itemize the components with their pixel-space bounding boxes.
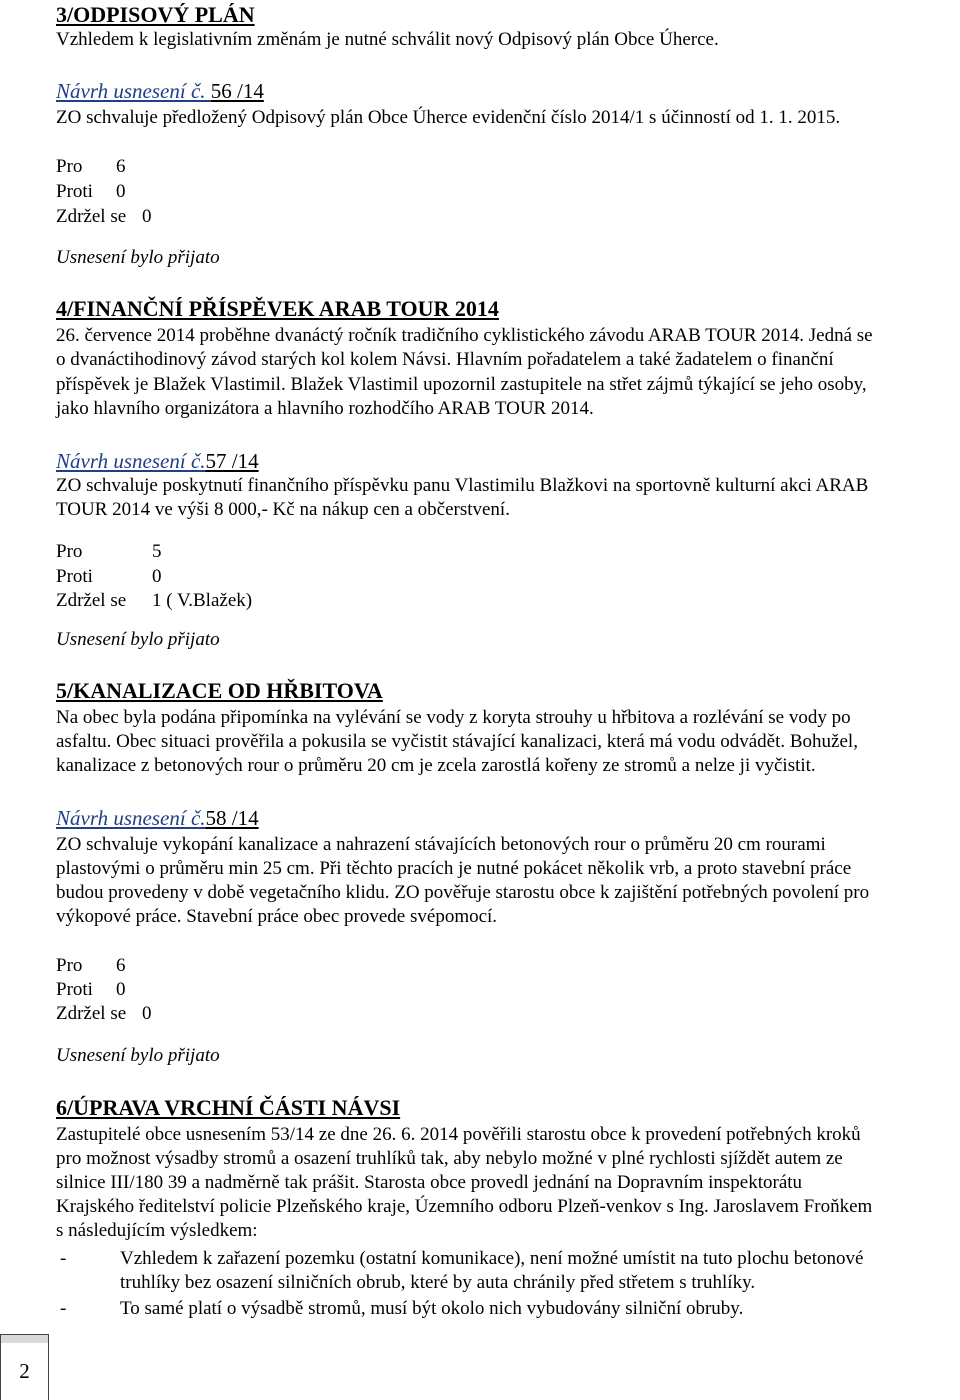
vote-value: 0 <box>142 206 152 227</box>
section-6-line: silnice III/180 39 a nadměrně tak prášit. Starosta obce provedl jednání na Dopravním inspektorátu <box>56 1172 803 1193</box>
section-3-result: Usnesení bylo přijato <box>56 247 220 268</box>
section-4-line: jako hlavního organizátora a hlavního rozhodčího ARAB TOUR 2014. <box>56 398 594 419</box>
navrh-label: Návrh usnesení č. <box>56 449 206 473</box>
navrh-label: Návrh usnesení č. <box>56 79 211 103</box>
vote-label: Proti <box>56 979 93 1000</box>
vote-proti <box>56 180 126 204</box>
section-3-heading: 3/ODPISOVÝ PLÁN <box>56 2 255 27</box>
vote-value: 0 <box>116 181 126 202</box>
navrh-number: 57 /14 <box>205 449 259 473</box>
section-5-resolution: výkopové práce. Stavební práce obec provede svépomocí. <box>56 906 498 927</box>
section-6-line: Krajského ředitelství policie Plzeňského kraje, Územního odboru Plzeň-venkov s Ing. Jaroslavem Froňkem <box>56 1196 873 1217</box>
section-5-resolution: ZO schvaluje vykopání kanalizace a nahrazení stávajících betonových rour o průměru 20 cm rourami <box>56 834 826 855</box>
section-5-line: asfaltu. Obec situaci prověřila a pokusila se vyčistit stávající kanalizaci, která má vodu odvádět. Bohužel, <box>56 731 858 752</box>
vote-label: Proti <box>56 566 93 587</box>
vote-label: Proti <box>56 181 93 202</box>
section-6-heading: 6/ÚPRAVA VRCHNÍ ČÁSTI NÁVSI <box>56 1095 401 1120</box>
section-6-line: s následujícím výsledkem: <box>56 1220 258 1241</box>
section-6-line: Zastupitelé obce usnesením 53/14 ze dne 26. 6. 2014 pověřili starostu obce k provedení potřebných kroků <box>56 1124 861 1145</box>
bullet-text: Vzhledem k zařazení pozemku (ostatní komunikace), není možné umístit na tuto plochu betonové <box>120 1248 864 1269</box>
section-6-line: pro možnost výsadby stromů a osazení truhlíků tak, aby nebylo možné v plné rychlosti sjíždět autem ze <box>56 1148 843 1169</box>
section-3-navrh <box>56 78 264 104</box>
vote-value: 5 <box>152 541 162 562</box>
bullet-dash: - <box>60 1298 67 1319</box>
vote-pro <box>56 540 162 564</box>
vote-label: Pro <box>56 541 83 562</box>
page-number-box <box>0 1334 49 1400</box>
section-4-line: o dvanáctihodinový závod starých kol kolem Návsi. Hlavním pořadatelem a také žadatelem o finanční <box>56 349 834 370</box>
section-3-resolution: ZO schvaluje předložený Odpisový plán Obce Úherce evidenční číslo 2014/1 s účinností od 1. 1. 2015. <box>56 107 841 128</box>
page-number-bar <box>1 1335 48 1343</box>
section-4-navrh <box>56 448 259 474</box>
vote-label: Zdržel se <box>56 590 127 611</box>
bullet-dash: - <box>60 1248 67 1269</box>
section-4-line: příspěvek je Blažek Vlastimil. Blažek Vlastimil upozornil zastupitele na střet zájmů týkající se jeho osoby, <box>56 374 867 395</box>
vote-pro <box>56 954 126 978</box>
vote-label: Zdržel se <box>56 1003 127 1024</box>
section-5-line: kanalizace z betonových rour o průměru 20 cm je zcela zarostlá kořeny ze stromů a nelze ji vyčistit. <box>56 755 816 776</box>
bullet-text: To samé platí o výsadbě stromů, musí být okolo nich vybudovány silniční obruby. <box>120 1298 744 1319</box>
vote-zdrzel <box>56 205 152 229</box>
vote-pro <box>56 155 126 179</box>
vote-value: 0 <box>116 979 126 1000</box>
section-4-resolution: TOUR 2014 ve výši 8 000,- Kč na nákup cen a občerstvení. <box>56 499 510 520</box>
vote-zdrzel <box>56 589 252 613</box>
vote-label: Pro <box>56 156 83 177</box>
navrh-number: 56 /14 <box>210 79 264 103</box>
vote-value: 6 <box>116 156 126 177</box>
vote-value: 0 <box>152 566 162 587</box>
section-3-text: Vzhledem k legislativním změnám je nutné schválit nový Odpisový plán Obce Úherce. <box>56 29 719 50</box>
section-5-heading: 5/KANALIZACE OD HŘBITOVA <box>56 678 383 703</box>
vote-zdrzel <box>56 1002 152 1026</box>
vote-value: 6 <box>116 955 126 976</box>
vote-value: 1 ( V.Blažek) <box>152 590 253 611</box>
page-number: 2 <box>19 1359 30 1383</box>
vote-proti <box>56 978 126 1002</box>
navrh-number: 58 /14 <box>205 806 259 830</box>
section-4-resolution: ZO schvaluje poskytnutí finančního příspěvku panu Vlastimilu Blažkovi na sportovně kulturní akci ARAB <box>56 475 869 496</box>
bullet-text: truhlíky bez osazení silničních obrub, které by auta chránily před střetem s truhlíky. <box>120 1272 756 1293</box>
vote-proti <box>56 565 162 589</box>
vote-value: 0 <box>142 1003 152 1024</box>
section-5-line: Na obec byla podána připomínka na vylévání se vody z koryta strouhy u hřbitova a rozlévání se vody po <box>56 707 851 728</box>
section-5-navrh <box>56 805 259 831</box>
section-5-resolution: plastovými o průměru min 25 cm. Při těchto pracích je nutné pokácet několik vrb, a proto stavební práce <box>56 858 852 879</box>
navrh-label: Návrh usnesení č. <box>56 806 206 830</box>
section-4-result: Usnesení bylo přijato <box>56 629 220 650</box>
section-5-resolution: budou provedeny v době vegetačního klidu. ZO pověřuje starostu obce k zajištění potřebných povolení pro <box>56 882 870 903</box>
section-4-heading: 4/FINANČNÍ PŘÍSPĚVEK ARAB TOUR 2014 <box>56 296 499 321</box>
section-4-line: 26. července 2014 proběhne dvanáctý ročník tradičního cyklistického závodu ARAB TOUR 2014. Jedná se <box>56 325 873 346</box>
section-5-result: Usnesení bylo přijato <box>56 1045 220 1066</box>
vote-label: Pro <box>56 955 83 976</box>
vote-label: Zdržel se <box>56 206 127 227</box>
